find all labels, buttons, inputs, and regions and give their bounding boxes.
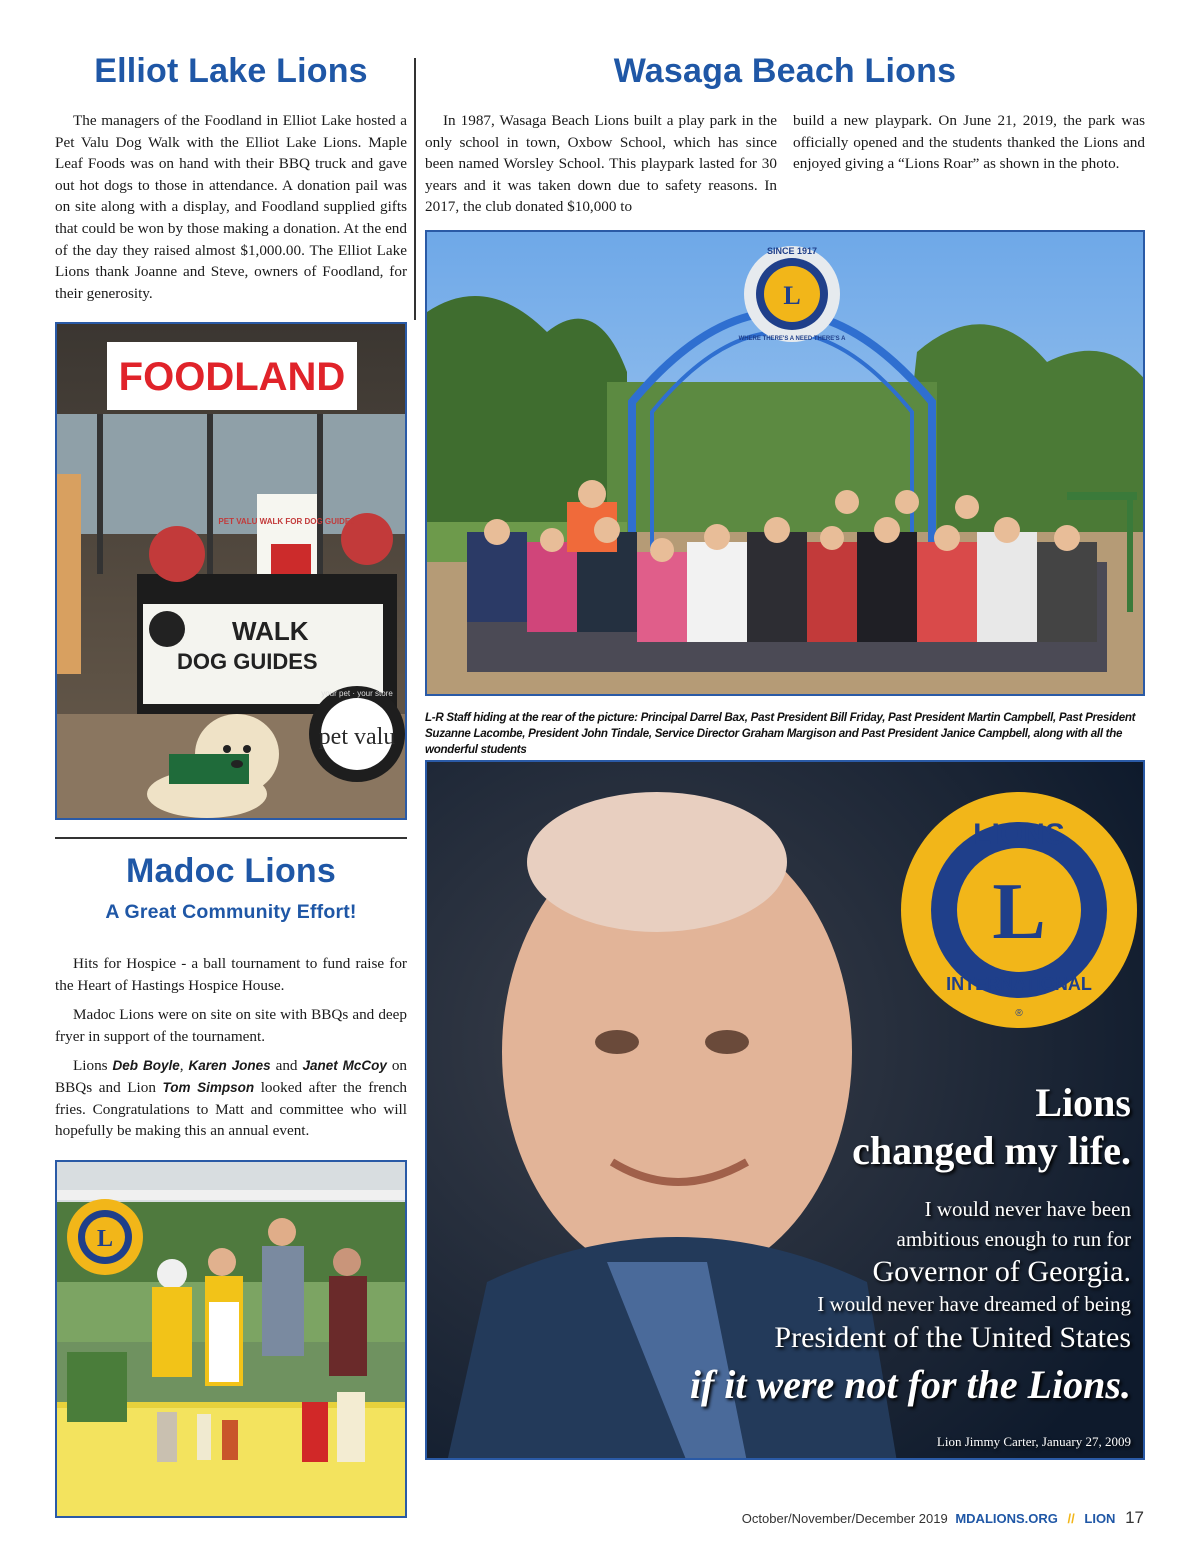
footer-mag: LION: [1084, 1511, 1116, 1526]
madoc-p3-c: and: [270, 1057, 303, 1075]
name-karen-jones: Karen Jones: [188, 1058, 271, 1074]
madoc-photo: [55, 1160, 407, 1518]
playpark-seal-letter: L: [783, 281, 801, 310]
column-divider: [414, 58, 416, 320]
madoc-p3: [55, 1055, 407, 1141]
ad-line-not-for-lions: if it were not for the Lions.: [689, 1362, 1131, 1407]
lions-international-emblem: [901, 792, 1137, 1028]
ad-line-president: President of the United States: [774, 1321, 1131, 1354]
elliot-paragraph: The managers of the Foodland in Elliot Lake hosted a Pet Valu Dog Walk with the Elliot Lake Lions. Maple Leaf Foods was on hand with their BBQ truck and gave out hot dogs to those in attendance. A donation pail was on site along with a display, and Foodland supplied gifts that could be won by those making a donation. At the end of the day they raised almost $1,000.00. The Elliot Lake Lions thank Joanne and Steve, owners of Foodland, for their generosity.: [55, 112, 407, 302]
name-tom-simpson: Tom Simpson: [162, 1079, 255, 1095]
foodland-photo-art: [57, 324, 407, 820]
madoc-emblem-letter: L: [96, 1226, 114, 1252]
wasaga-col2: [793, 110, 1145, 183]
ad-quote: [571, 1080, 1131, 1452]
footer-sep: //: [1067, 1511, 1075, 1526]
footer-issue: October/November/December 2019: [741, 1511, 948, 1526]
foodland-sign-text: FOODLAND: [118, 355, 346, 399]
emblem-bottom-text: INTERNATIONAL: [946, 974, 1092, 994]
ad-line-lions: Lions: [1035, 1080, 1131, 1125]
wasaga-title: Wasaga Beach Lions: [613, 52, 957, 90]
playpark-caption: L-R Staff hiding at the rear of the picture: Principal Darrel Bax, Past President Bill Friday, Past President Martin Campbell, Past President Suzanne Lacombe, President John Tindale, Service Director Graham Margison and Past President Janice Campbell, along with all the wonderful students: [425, 711, 1136, 756]
lions-ad: [425, 760, 1145, 1460]
ad-line-governor: Governor of Georgia.: [872, 1255, 1131, 1288]
photo-small-banner: PET VALU WALK FOR DOG GUIDES: [218, 517, 356, 526]
foodland-photo: [55, 322, 407, 820]
elliot-title: Elliot Lake Lions: [94, 52, 368, 90]
playpark-photo-art: [427, 232, 1145, 696]
petvalu-logo-text: pet valu: [318, 724, 396, 750]
ad-attribution: Lion Jimmy Carter, January 27, 2009: [936, 1434, 1131, 1449]
madoc-p3-d: on BBQs and Lion: [55, 1057, 407, 1096]
name-janet-mccoy: Janet McCoy: [302, 1058, 387, 1074]
madoc-photo-art: [57, 1162, 407, 1518]
photo-banner-walk: WALK: [232, 616, 309, 646]
madoc-article: [55, 953, 407, 1150]
wasaga-paragraph-1: In 1987, Wasaga Beach Lions built a play park in the only school in town, Oxbow School, which has since been named Worsley School. This playpark lasted for 30 years and it was taken down due to safety reasons. In 2017, the club donated $10,000 to: [425, 112, 777, 216]
photo-banner-dog-guides: DOG GUIDES: [177, 649, 318, 674]
emblem-letter: L: [992, 868, 1046, 956]
wasaga-paragraph-2: build a new playpark. On June 21, 2019, the park was officially opened and the students thanked the Lions and enjoyed giving a “Lions Roar” as shown in the photo.: [793, 112, 1145, 173]
madoc-subtitle: A Great Community Effort!: [105, 901, 357, 923]
madoc-p2: Madoc Lions were on site on site with BBQs and deep fryer in support of the tournament.: [55, 1006, 407, 1045]
playpark-photo: [425, 230, 1145, 696]
page-footer: [742, 1508, 1144, 1528]
madoc-p3-e: looked after the french fries. Congratulations to Matt and committee who will hopefully be making this an annual event.: [55, 1078, 407, 1140]
playpark-seal-ring: WHERE THERE'S A NEED THERE'S A: [738, 336, 846, 342]
madoc-p3-b: ,: [179, 1057, 189, 1075]
playpark-seal-since: SINCE 1917: [766, 246, 818, 256]
madoc-title: Madoc Lions: [126, 852, 336, 890]
name-deb-boyle: Deb Boyle: [112, 1058, 180, 1074]
ad-line-changed: changed my life.: [852, 1128, 1131, 1173]
footer-page: 17: [1125, 1508, 1144, 1527]
ad-line-ambitious: ambitious enough to run for: [896, 1227, 1131, 1251]
petvalu-ring-text: your pet · your store: [321, 689, 393, 698]
elliot-article: [55, 110, 407, 312]
emblem-top-text: LIONS: [973, 818, 1065, 851]
madoc-p1: Hits for Hospice - a ball tournament to fund raise for the Heart of Hastings Hospice House.: [55, 955, 407, 994]
emblem-reg: ®: [1015, 1008, 1023, 1019]
footer-site: MDALIONS.ORG: [955, 1511, 1058, 1526]
ad-line-dreamed: I would never have dreamed of being: [817, 1292, 1131, 1316]
wasaga-col1: [425, 110, 777, 226]
madoc-p3-a: Lions: [73, 1057, 113, 1075]
section-divider: [55, 837, 407, 839]
ad-line-never-been: I would never have been: [924, 1197, 1131, 1221]
